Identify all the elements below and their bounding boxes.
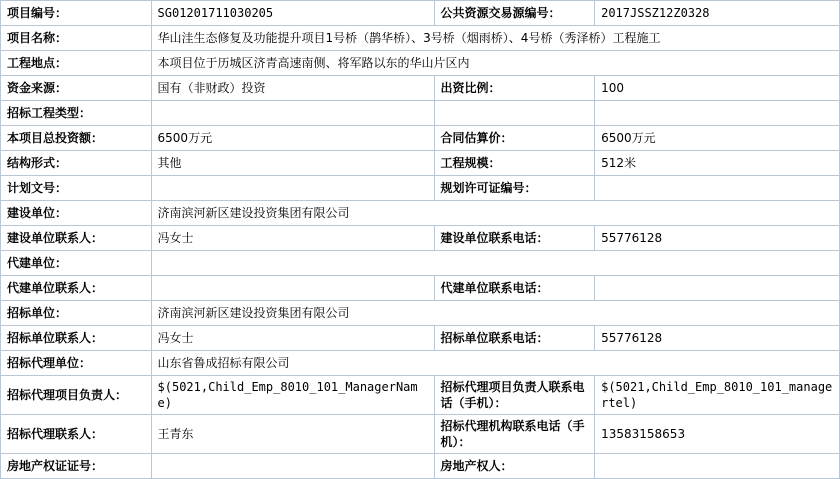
field-label: 招标代理项目负责人联系电话（手机）： — [434, 376, 595, 415]
field-label: 本项目总投资额： — [1, 126, 152, 151]
field-value — [595, 101, 840, 126]
table-row — [1, 176, 840, 201]
field-label: 招标代理机构联系电话（手机）： — [434, 415, 595, 454]
field-value: 其他 — [151, 151, 434, 176]
table-row — [1, 101, 840, 126]
field-label: 工程规模： — [434, 151, 595, 176]
field-label: 招标代理项目负责人： — [1, 376, 152, 415]
field-value — [151, 176, 434, 201]
field-label: 建设单位： — [1, 201, 152, 226]
field-value: $(5021,Child_Emp_8010_101_managertel) — [595, 376, 840, 415]
field-value — [151, 101, 434, 126]
field-value: 济南滨河新区建设投资集团有限公司 — [151, 201, 839, 226]
table-body — [1, 1, 840, 479]
table-row — [1, 126, 840, 151]
table-row — [1, 251, 840, 276]
field-value: 13583158653 — [595, 415, 840, 454]
field-value — [151, 251, 839, 276]
field-value: 国有（非财政）投资 — [151, 76, 434, 101]
field-label: 招标代理单位： — [1, 351, 152, 376]
table-row — [1, 415, 840, 454]
field-value: 济南滨河新区建设投资集团有限公司 — [151, 301, 839, 326]
field-value: SG01201711030205 — [151, 1, 434, 26]
field-label: 公共资源交易源编号： — [434, 1, 595, 26]
field-value: 冯女士 — [151, 226, 434, 251]
field-value: 512米 — [595, 151, 840, 176]
field-value: 王青东 — [151, 415, 434, 454]
field-value — [151, 276, 434, 301]
field-label: 合同估算价： — [434, 126, 595, 151]
field-label: 工程地点： — [1, 51, 152, 76]
field-value — [151, 454, 434, 479]
field-label: 项目名称： — [1, 26, 152, 51]
field-value: $(5021,Child_Emp_8010_101_ManagerName) — [151, 376, 434, 415]
field-label: 规划许可证编号： — [434, 176, 595, 201]
field-label — [434, 101, 595, 126]
table-row — [1, 376, 840, 415]
table-row — [1, 201, 840, 226]
field-label: 房地产权证证号： — [1, 454, 152, 479]
field-label: 建设单位联系电话： — [434, 226, 595, 251]
field-value: 本项目位于历城区济青高速南侧、将军路以东的华山片区内 — [151, 51, 839, 76]
table-row — [1, 26, 840, 51]
table-row — [1, 276, 840, 301]
field-value: 冯女士 — [151, 326, 434, 351]
field-value: 2017JSSZ12Z0328 — [595, 1, 840, 26]
field-label: 建设单位联系人： — [1, 226, 152, 251]
field-label: 房地产权人： — [434, 454, 595, 479]
table-row — [1, 351, 840, 376]
field-label: 代建单位联系人： — [1, 276, 152, 301]
field-label: 项目编号： — [1, 1, 152, 26]
field-value: 55776128 — [595, 326, 840, 351]
field-label: 计划文号： — [1, 176, 152, 201]
field-value: 100 — [595, 76, 840, 101]
field-value — [595, 276, 840, 301]
field-value: 6500万元 — [595, 126, 840, 151]
field-label: 结构形式： — [1, 151, 152, 176]
field-label: 代建单位联系电话： — [434, 276, 595, 301]
field-value: 山东省鲁成招标有限公司 — [151, 351, 839, 376]
field-label: 招标单位联系电话： — [434, 326, 595, 351]
table-row — [1, 454, 840, 479]
field-label: 资金来源： — [1, 76, 152, 101]
field-label: 招标单位： — [1, 301, 152, 326]
table-row — [1, 326, 840, 351]
field-label: 招标单位联系人： — [1, 326, 152, 351]
table-row — [1, 301, 840, 326]
field-value: 55776128 — [595, 226, 840, 251]
table-row — [1, 76, 840, 101]
table-row — [1, 226, 840, 251]
field-label: 代建单位： — [1, 251, 152, 276]
field-value — [595, 176, 840, 201]
table-row — [1, 151, 840, 176]
field-value: 华山洼生态修复及功能提升项目1号桥（鹊华桥）、3号桥（烟雨桥）、4号桥（秀泽桥）工程施工 — [151, 26, 839, 51]
table-row — [1, 1, 840, 26]
field-value — [595, 454, 840, 479]
field-value: 6500万元 — [151, 126, 434, 151]
table-row — [1, 51, 840, 76]
field-label: 招标代理联系人： — [1, 415, 152, 454]
field-label: 出资比例： — [434, 76, 595, 101]
field-label: 招标工程类型： — [1, 101, 152, 126]
